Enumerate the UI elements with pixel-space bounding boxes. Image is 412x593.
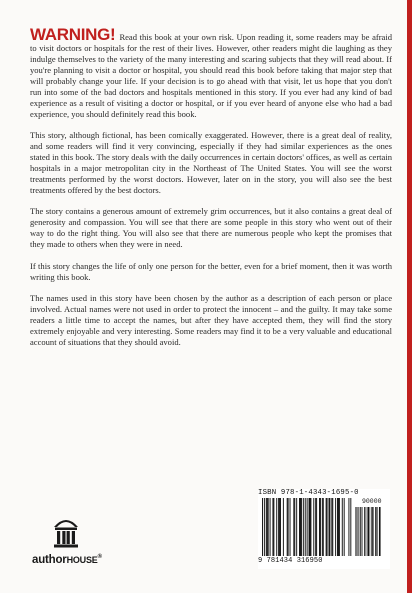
house-columns-icon: [53, 515, 79, 549]
barcode-bar: [272, 498, 273, 556]
isbn-barcode: [258, 489, 390, 569]
barcode-addon-bar: [362, 507, 363, 556]
barcode-bar: [316, 498, 317, 556]
price-code: 90000: [362, 498, 382, 505]
barcode-bar: [296, 498, 297, 556]
barcode-addon-bar: [375, 507, 376, 556]
barcode-bar: [307, 498, 308, 556]
barcode-bar: [288, 498, 289, 556]
barcode-bar: [299, 498, 300, 556]
barcode-bar: [268, 498, 269, 556]
barcode-addon-bar: [380, 507, 381, 556]
barcode-addon-bar: [358, 507, 359, 556]
barcode-bar: [338, 498, 339, 556]
barcode-addon-bar: [356, 507, 357, 556]
barcode-bar: [319, 498, 320, 556]
barcode-bar: [327, 498, 328, 556]
barcode-bar: [332, 498, 333, 556]
barcode-bar: [329, 498, 330, 556]
paragraph-3: The story contains a generous amount of extremely grim occurrences, but it also contains a great deal of generosity and compassion. You will see that there are some people in this story who went out of their way to do the right thing. You will also see that there are numerous people who kept the promises that they made to others when they were in need.: [30, 206, 392, 250]
barcode-bar: [264, 498, 265, 556]
barcode-bar: [329, 498, 330, 556]
barcode-bar: [294, 498, 295, 556]
barcode-bar: [348, 498, 349, 556]
barcode-addon-bar: [367, 507, 368, 556]
barcode-bar: [313, 498, 314, 556]
barcode-bar: [300, 498, 301, 556]
barcode-addon-bar: [380, 507, 381, 556]
barcode-addon-bar: [365, 507, 366, 556]
barcode-addon-bar: [364, 507, 365, 556]
barcode-bar: [331, 498, 332, 556]
publisher-name: authorHOUSE®: [32, 554, 102, 566]
barcode-bar: [323, 498, 324, 556]
barcode-addon-bar: [376, 507, 377, 556]
barcode-bar: [276, 498, 277, 556]
barcode-addon-bar: [357, 507, 358, 556]
barcode-bar: [270, 498, 271, 556]
barcode-bar: [290, 498, 291, 556]
barcode-addon-bar: [373, 507, 374, 556]
paragraph-4: If this story changes the life of only one person for the better, even for a brief moment, then it was worth writing this book.: [30, 260, 392, 282]
barcode-bar: [301, 498, 302, 556]
barcode-bar: [320, 498, 321, 556]
paragraph-1: WARNING! Read this book at your own risk. Upon reading it, some readers may be afraid to visit doctors or hospitals for the rest of their lives. However, other readers might die laughing as they indulge themselves to the variety of the many interesting and scaring subjects that they will read about. If you're planning to visit a doctor or hospital, you should read this book before taking that major step that will probably change your life. If your decision is to go ahead with that visit, let us hope that you don't run into some of the bad doctors and hospitals mentioned in this story. If you ever had any kind of bad experience as a result of visiting a doctor or hospital, or if you ever heard of anyone else who had a bad experience, you should definitely read this book.: [30, 25, 392, 119]
barcode-bar: [267, 498, 268, 556]
barcode-bar: [337, 498, 338, 556]
barcode-bar: [342, 498, 343, 556]
barcode-addon-bar: [372, 507, 373, 556]
barcode-bar: [326, 498, 327, 556]
barcode-addon-bar: [368, 507, 369, 556]
barcode-addon-bar: [366, 507, 367, 556]
barcode-addon-bar: [361, 507, 362, 556]
barcode-bar: [279, 498, 280, 556]
barcode-bar: [344, 498, 345, 556]
isbn-number: ISBN 978-1-4343-1695-0: [258, 489, 359, 497]
barcode-bar: [303, 498, 304, 556]
blurb-text: [30, 25, 392, 358]
barcode-addon-bar: [372, 507, 373, 556]
barcode-bar: [287, 498, 288, 556]
barcode-bar: [305, 498, 306, 556]
barcode-bar: [266, 498, 267, 556]
barcode-bar: [293, 498, 294, 556]
red-accent-bar: [407, 0, 412, 593]
barcode-addon-bar: [360, 507, 361, 556]
barcode-bar: [262, 498, 263, 556]
barcode-bar: [309, 498, 310, 556]
barcode-bar: [315, 498, 316, 556]
barcode-bar: [335, 498, 336, 556]
barcode-addon-bar: [377, 507, 378, 556]
barcode-digits: 9 781434 316950: [258, 557, 323, 565]
barcode-addon-bar: [376, 507, 377, 556]
barcode-bar: [350, 498, 351, 556]
barcode-bar: [280, 498, 281, 556]
publisher-logo: [32, 515, 152, 575]
barcode-bar: [310, 498, 311, 556]
barcode-bar: [310, 498, 311, 556]
barcode-addon-bar: [379, 507, 380, 556]
barcode-addon-bar: [371, 507, 372, 556]
barcode-bars: [258, 498, 390, 556]
barcode-bar: [322, 498, 323, 556]
barcode-addon-bar: [370, 507, 371, 556]
barcode-bar: [283, 498, 284, 556]
barcode-addon-bar: [369, 507, 370, 556]
barcode-bar: [278, 498, 279, 556]
paragraph-5: The names used in this story have been chosen by the author as a description of each person or place involved. Actual names were not used in order to protect the innocent – and the guilty. It may take some readers a little time to accept the names, but after they have accepted them, they will find the story extremely enjoyable and very interesting. Some readers may find it to be a very valuable and educational account of situations that they should avoid.: [30, 292, 392, 347]
paragraph-2: This story, although fictional, has been comically exaggerated. However, there is a great deal of reality, and some readers will find it very convincing, especially if they had similar experiences as the ones stated in this book. The story deals with the daily occurrences in certain doctors' offices, as well as certain hospitals in a major metropolitan city in the Northeast of The United States. You will see the worst treatments performed by the worst doctors. However, later on in the story, you will also see the best treatments offered by the best doctors.: [30, 130, 392, 196]
barcode-bar: [273, 498, 274, 556]
barcode-addon-bar: [360, 507, 361, 556]
barcode-addon-bar: [355, 507, 356, 556]
warning-heading: WARNING!: [30, 25, 116, 44]
barcode-bar: [339, 498, 340, 556]
